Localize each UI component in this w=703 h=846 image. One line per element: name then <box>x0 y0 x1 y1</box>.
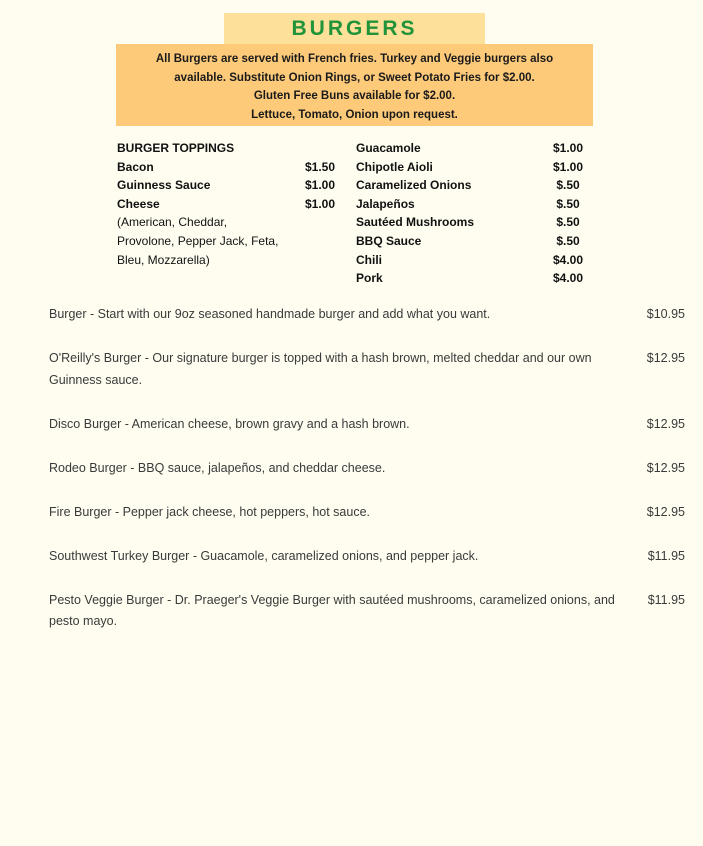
topping-row <box>356 232 593 251</box>
topping-price: $.50 <box>556 178 580 193</box>
topping-price: $1.00 <box>552 159 584 174</box>
topping-name: BBQ Sauce <box>356 233 422 248</box>
topping-name: Chipotle Aioli <box>356 159 433 174</box>
topping-row <box>356 139 593 158</box>
topping-row <box>117 176 335 195</box>
topping-row <box>356 158 593 177</box>
topping-price: $1.00 <box>552 141 584 155</box>
menu-item <box>49 546 685 568</box>
page-title: BURGERS <box>291 16 418 40</box>
topping-row <box>356 251 593 270</box>
topping-name: Bacon <box>117 159 154 174</box>
topping-price: $.50 <box>556 233 580 248</box>
menu-item-description: Southwest Turkey Burger - Guacamole, caramelized onions, and pepper jack. <box>49 548 479 563</box>
menu-item <box>49 348 685 391</box>
menu-item <box>49 590 685 633</box>
burger-menu-list <box>49 304 685 655</box>
title-banner <box>224 13 485 44</box>
topping-name: Chili <box>356 252 382 267</box>
menu-item-description: Disco Burger - American cheese, brown gravy and a hash brown. <box>49 416 410 431</box>
topping-name: Cheese <box>117 196 160 211</box>
topping-name: Guinness Sauce <box>117 178 211 193</box>
note-line: Gluten Free Buns available for $2.00. <box>253 90 456 102</box>
topping-name: Guacamole <box>356 141 421 155</box>
menu-item <box>49 502 685 524</box>
topping-name: Caramelized Onions <box>356 178 472 193</box>
topping-price: $.50 <box>556 196 580 211</box>
topping-name: Pork <box>356 271 383 286</box>
topping-price: $4.00 <box>552 252 584 267</box>
topping-row <box>356 213 593 232</box>
note-line: All Burgers are served with French fries. Turkey and Veggie burgers also <box>155 53 554 65</box>
menu-item-price: $12.95 <box>646 416 685 431</box>
topping-price: $1.50 <box>304 159 335 174</box>
toppings-left-column <box>117 139 335 269</box>
menu-item-price: $12.95 <box>646 504 685 519</box>
menu-item-description: Fire Burger - Pepper jack cheese, hot peppers, hot sauce. <box>49 504 371 519</box>
menu-item-price: $12.95 <box>646 351 685 365</box>
topping-price: $4.00 <box>552 271 584 286</box>
menu-item-price: $12.95 <box>646 460 685 475</box>
topping-row <box>356 195 593 214</box>
topping-row <box>356 269 593 288</box>
topping-name: Jalapeños <box>356 196 415 211</box>
burger-notes-box <box>116 44 593 126</box>
topping-price: $.50 <box>556 215 580 230</box>
topping-row <box>117 158 335 177</box>
topping-price: $1.00 <box>304 178 335 193</box>
note-line: available. Substitute Onion Rings, or Sweet Potato Fries for $2.00. <box>174 71 535 84</box>
menu-item <box>49 414 685 436</box>
menu-item-description: Pesto Veggie Burger - Dr. Praeger's Veggie Burger with sautéed mushrooms, caramelized onions, and pesto mayo. <box>49 592 615 628</box>
menu-item-price: $11.95 <box>647 592 685 607</box>
note-line: Lettuce, Tomato, Onion upon request. <box>251 108 458 121</box>
topping-name: Sautéed Mushrooms <box>356 215 475 230</box>
topping-row <box>356 176 593 195</box>
menu-item-description: Rodeo Burger - BBQ sauce, jalapeños, and cheddar cheese. <box>49 460 386 475</box>
menu-item-description: Burger - Start with our 9oz seasoned handmade burger and add what you want. <box>49 307 491 321</box>
topping-row <box>117 195 335 214</box>
toppings-right-column <box>356 139 593 288</box>
menu-item-price: $10.95 <box>646 307 685 321</box>
menu-item <box>49 304 685 326</box>
menu-item-price: $11.95 <box>647 548 685 563</box>
topping-price: $1.00 <box>304 196 335 211</box>
toppings-heading: BURGER TOPPINGS <box>117 141 235 155</box>
cheese-options-note: (American, Cheddar, Provolone, Pepper Jack, Feta, Bleu, Mozzarella) <box>117 215 279 267</box>
menu-item-description: O'Reilly's Burger - Our signature burger is topped with a hash brown, melted cheddar and our own Guinness sauce. <box>49 351 592 387</box>
menu-item <box>49 458 685 480</box>
